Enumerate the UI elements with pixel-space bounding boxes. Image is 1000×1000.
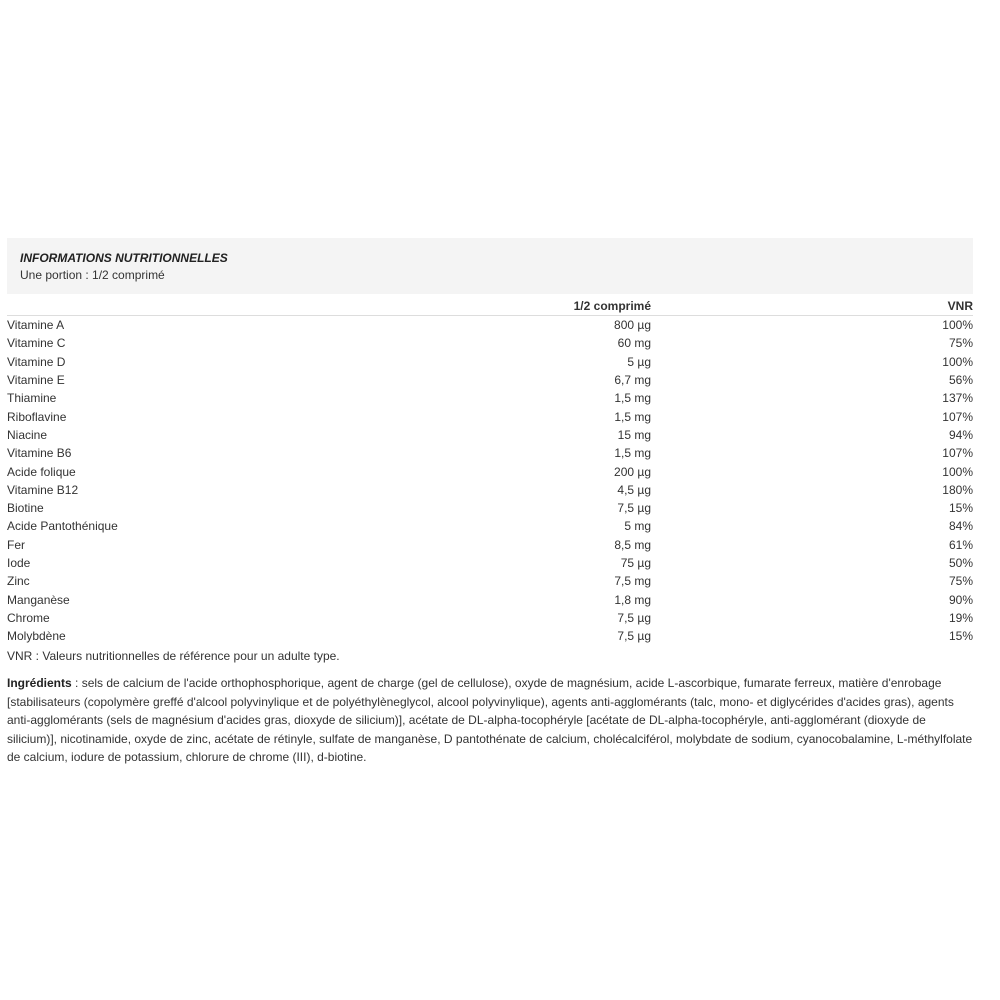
- nutrient-amount: 5 mg: [624, 519, 651, 534]
- table-row: [7, 426, 973, 444]
- nutrient-name: Acide folique: [7, 464, 76, 479]
- nutrient-name: Riboflavine: [7, 409, 67, 424]
- column-header-nutrient: [7, 297, 427, 316]
- nutrient-vnr: 107%: [942, 409, 973, 424]
- table-row: [7, 353, 973, 371]
- nutrient-amount: 1,5 mg: [614, 446, 651, 461]
- table-row: [7, 590, 973, 608]
- nutrient-vnr: 180%: [942, 482, 973, 497]
- nutrient-amount: 7,5 µg: [617, 629, 651, 644]
- nutrient-vnr: 19%: [948, 610, 973, 625]
- table-row: [7, 371, 973, 389]
- nutrient-vnr: 100%: [942, 464, 973, 479]
- nutrient-amount: 7,5 mg: [614, 574, 651, 589]
- nutrient-vnr: 15%: [948, 501, 973, 516]
- ingredients-text: : sels de calcium de l'acide orthophosphorique, agent de charge (gel de cellulose), oxyde de magnésium, acide L-ascorbique, fumarate ferreux, matière d'enrobage [stabilisateurs (copolymère greffé d'alcool polyvinylique et de polyéthylèneglycol, alcool polyvinylique), agents anti-agglomérants (talc, mono- et diglycérides d'acides gras), agents anti-agglomérants (sels de magnésium d'acides gras, dioxyde de silicium)], acétate de DL-alpha-tocophéryle [acétate de DL-alpha-tocophéryle, anti-agglomérant (dioxyde de silicium)], nicotinamide, oxyde de zinc, acétate de rétinyle, sulfate de manganèse, D pantothénate de calcium, cholécalciférol, molybdate de sodium, cyanocobalamine, L-méthylfolate de calcium, iodure de potassium, chlorure de chrome (III), d-biotine.: [7, 676, 973, 764]
- nutrient-name: Vitamine B6: [7, 446, 72, 461]
- nutrition-header: [7, 238, 973, 294]
- nutrient-name: Vitamine D: [7, 354, 66, 369]
- table-row: [7, 481, 973, 499]
- nutrient-name: Thiamine: [7, 391, 57, 406]
- table-row: [7, 462, 973, 480]
- ingredients-label: Ingrédients: [7, 676, 72, 691]
- table-row: [7, 517, 973, 535]
- nutrient-name: Acide Pantothénique: [7, 519, 118, 534]
- nutrient-amount: 1,5 mg: [614, 409, 651, 424]
- nutrient-amount: 7,5 µg: [617, 610, 651, 625]
- nutrient-name: Chrome: [7, 610, 50, 625]
- nutrition-panel: [7, 238, 973, 766]
- nutrient-amount: 7,5 µg: [617, 501, 651, 516]
- nutrient-amount: 60 mg: [617, 336, 651, 351]
- nutrient-vnr: 94%: [948, 427, 973, 442]
- table-row: [7, 389, 973, 407]
- nutrient-amount: 1,8 mg: [614, 592, 651, 607]
- nutrient-amount: 800 µg: [614, 318, 651, 333]
- nutrient-name: Manganèse: [7, 592, 70, 607]
- nutrient-amount: 5 µg: [627, 354, 651, 369]
- nutrient-name: Niacine: [7, 427, 48, 442]
- vnr-footnote: VNR : Valeurs nutritionnelles de référence pour un adulte type.: [7, 649, 340, 664]
- nutrient-vnr: 56%: [948, 373, 973, 388]
- nutrient-name: Zinc: [7, 574, 30, 589]
- nutrient-amount: 15 mg: [617, 427, 651, 442]
- table-row: [7, 554, 973, 572]
- ingredients-paragraph: [7, 674, 973, 766]
- nutrient-name: Iode: [7, 556, 31, 570]
- nutrient-vnr: 50%: [948, 556, 973, 570]
- nutrient-name: Fer: [7, 537, 25, 552]
- column-header-amount: 1/2 comprimé: [427, 297, 651, 316]
- nutrient-vnr: 84%: [948, 519, 973, 534]
- nutrient-name: Biotine: [7, 501, 44, 516]
- nutrient-name: Vitamine B12: [7, 482, 79, 497]
- nutrient-amount: 6,7 mg: [614, 373, 651, 388]
- table-header-row: [7, 297, 973, 316]
- table-row: [7, 627, 973, 645]
- nutrition-title: INFORMATIONS NUTRITIONNELLES: [20, 251, 228, 265]
- table-row: [7, 316, 973, 335]
- nutrient-vnr: 90%: [948, 592, 973, 607]
- nutrient-amount: 1,5 mg: [614, 391, 651, 406]
- table-row: [7, 609, 973, 627]
- table-row: [7, 499, 973, 517]
- table-row: [7, 407, 973, 425]
- table-row: [7, 572, 973, 590]
- nutrient-name: Vitamine E: [7, 373, 65, 388]
- table-row: [7, 444, 973, 462]
- nutrient-name: Vitamine C: [7, 336, 66, 351]
- nutrient-vnr: 137%: [942, 391, 973, 406]
- nutrient-vnr: 61%: [948, 537, 973, 552]
- nutrient-vnr: 100%: [942, 318, 973, 333]
- nutrient-name: Vitamine A: [7, 318, 65, 333]
- nutrient-vnr: 75%: [948, 574, 973, 589]
- nutrient-vnr: 15%: [948, 629, 973, 644]
- nutrient-vnr: 100%: [942, 354, 973, 369]
- nutrient-amount: 200 µg: [614, 464, 651, 479]
- nutrient-amount: 8,5 mg: [614, 537, 651, 552]
- nutrition-table: [7, 297, 973, 645]
- column-header-vnr: VNR: [651, 297, 973, 316]
- nutrient-vnr: 75%: [948, 336, 973, 351]
- portion-info: Une portion : 1/2 comprimé: [20, 268, 165, 282]
- nutrient-vnr: 107%: [942, 446, 973, 461]
- nutrient-name: Molybdène: [7, 629, 66, 644]
- table-row: [7, 536, 973, 554]
- nutrient-amount: 4,5 µg: [617, 482, 651, 497]
- nutrient-amount: 75 µg: [620, 556, 651, 570]
- table-row: [7, 334, 973, 352]
